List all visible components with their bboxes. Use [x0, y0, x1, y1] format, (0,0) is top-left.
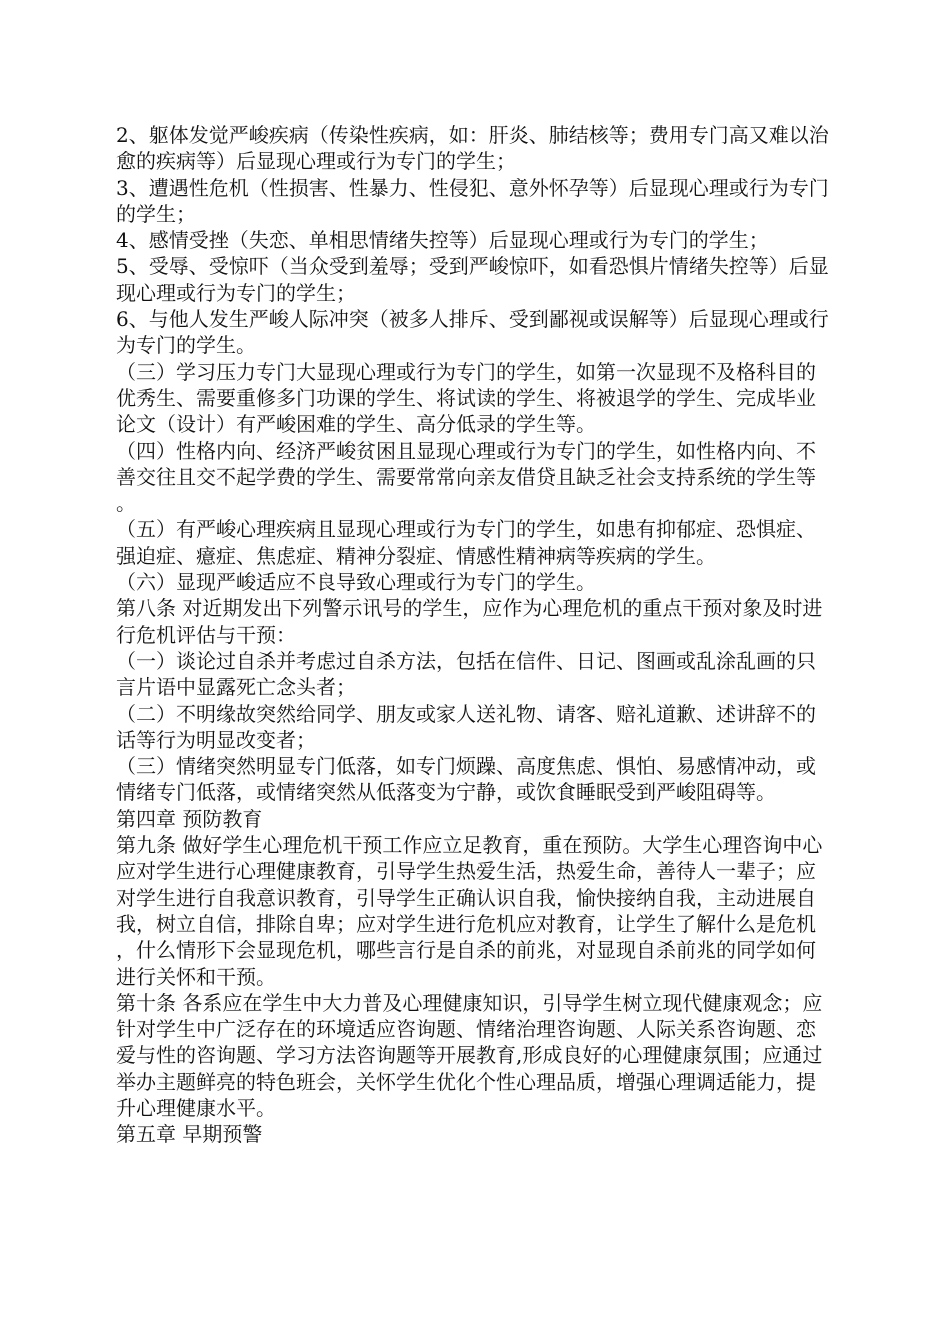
paragraph-section-5: （五）有严峻心理疾病且显现心理或行为专门的学生，如患有抑郁症、恐惧症、强迫症、癔症、焦虑症、精神分裂症、情感性精神病等疾病的学生。: [116, 517, 816, 568]
article-8-item-1: （一）谈论过自杀并考虑过自杀方法，包括在信件、日记、图画或乱涂乱画的只言片语中显露死亡念头者；: [116, 648, 816, 700]
article-8: 第八条 对近期发出下列警示讯号的学生，应作为心理危机的重点干预对象及时进行危机评估与干预：: [116, 596, 823, 647]
paragraph-item-6: 6、与他人发生严峻人际冲突（被多人排斥、受到鄙视或误解等）后显现心理或行为专门的学生。: [116, 307, 829, 358]
chapter-5-heading: 第五章 早期预警: [116, 1122, 263, 1147]
paragraph-item-2: 2、躯体发觉严峻疾病（传染性疾病，如：肝炎、肺结核等；费用专门高又难以治愈的疾病等）后显现心理或行为专门的学生；: [116, 123, 829, 174]
paragraph-section-3: （三）学习压力专门大显现心理或行为专门的学生，如第一次显现不及格科目的优秀生、需要重修多门功课的学生、将试读的学生、将被退学的学生、完成毕业论文（设计）有严峻困难的学生、高分低录的学生等。: [116, 359, 816, 437]
article-10: 第十条 各系应在学生中大力普及心理健康知识，引导学生树立现代健康观念；应针对学生中广泛存在的环境适应咨询题、情绪治理咨询题、人际关系咨询题、恋爱与性的咨询题、学习方法咨询题等开展教育,形成良好的心理健康氛围；应通过举办主题鲜亮的特色班会，关怀学生优化个性心理品质，增强心理调适能力，提升心理健康水平。: [116, 990, 823, 1120]
paragraph-item-4: 4、感情受挫（失恋、单相思情绪失控等）后显现心理或行为专门的学生；: [116, 228, 769, 253]
document-body: [116, 122, 834, 1148]
chapter-4-heading: 第四章 预防教育: [116, 806, 263, 831]
article-8-item-3: （三）情绪突然明显专门低落，如专门烦躁、高度焦虑、惧怕、易感情冲动，或情绪专门低落，或情绪突然从低落变为宁静，或饮食睡眠受到严峻阻碍等。: [116, 754, 816, 805]
paragraph-section-4: （四）性格内向、经济严峻贫困且显现心理或行为专门的学生，如性格内向、不善交往且交不起学费的学生、需要常常向亲友借贷且缺乏社会支持系统的学生等。: [116, 438, 816, 516]
paragraph-item-3: 3、遭遇性危机（性损害、性暴力、性侵犯、意外怀孕等）后显现心理或行为专门的学生；: [116, 175, 829, 226]
paragraph-section-6: （六）显现严峻适应不良导致心理或行为专门的学生。: [116, 570, 596, 595]
article-8-item-2: （二）不明缘故突然给同学、朋友或家人送礼物、请客、赔礼道歉、述讲辞不的话等行为明显改变者；: [116, 701, 816, 752]
article-9: 第九条 做好学生心理危机干预工作应立足教育，重在预防。大学生心理咨询中心应对学生进行心理健康教育，引导学生热爱生活，热爱生命，善待人一辈子；应对学生进行自我意识教育，引导学生正确认识自我，愉快接纳自我，主动进展自我，树立自信，排除自卑；应对学生进行危机应对教育，让学生了解什么是危机，什么情形下会显现危机，哪些言行是自杀的前兆，对显现自杀前兆的同学如何进行关怀和干预。: [116, 833, 823, 989]
paragraph-item-5: 5、受辱、受惊吓（当众受到羞辱；受到严峻惊吓，如看恐惧片情绪失控等）后显现心理或行为专门的学生；: [116, 254, 829, 305]
